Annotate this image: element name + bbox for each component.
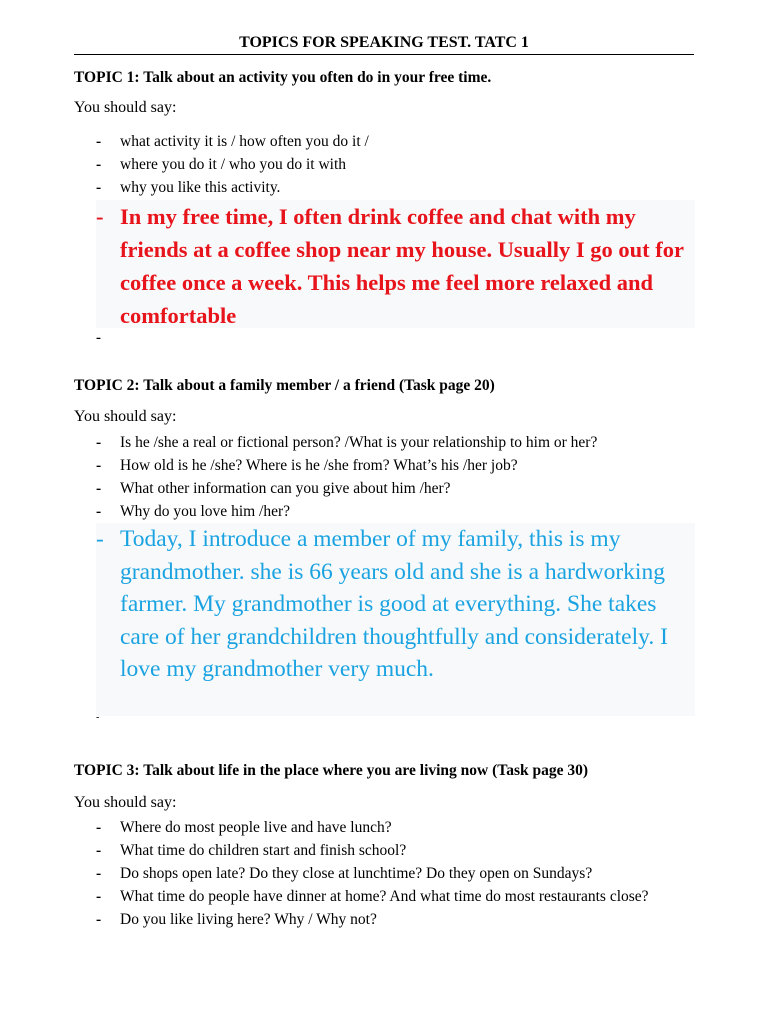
topic-3-prompt-list: [94, 816, 694, 931]
list-item: - Do shops open late? Do they close at lunchtime? Do they open on Sundays?: [94, 862, 694, 885]
list-item: - Is he /she a real or fictional person? /What is your relationship to him or her?: [94, 431, 694, 454]
list-item: - What time do children start and finish school?: [94, 839, 694, 862]
topic-1-should-say: You should say:: [74, 99, 177, 116]
topic-2-heading: TOPIC 2: Talk about a family member / a friend (Task page 20): [74, 377, 495, 394]
page-title: TOPICS FOR SPEAKING TEST. TATC 1: [74, 34, 694, 55]
list-item: - What time do people have dinner at home? And what time do most restaurants close?: [94, 885, 694, 908]
list-item: - Why do you love him /her?: [94, 500, 694, 523]
list-item: - why you like this activity.: [94, 176, 694, 199]
topic-1-answer-text: In my free time, I often drink coffee and chat with my friends at a coffee shop near my house. Usually I go out for coffee once a week. This helps me feel more relaxed and comfortable: [120, 204, 684, 328]
topic-1-heading: TOPIC 1: Talk about an activity you often do in your free time.: [74, 69, 492, 86]
topic-3-heading: TOPIC 3: Talk about life in the place where you are living now (Task page 30): [74, 762, 589, 779]
topic-2-answer: [96, 523, 695, 716]
empty-list-dash: -: [96, 712, 100, 723]
topic-1-answer: [96, 200, 695, 328]
topic-1-prompt-list: [94, 130, 694, 199]
topic-3-should-say: You should say:: [74, 794, 177, 811]
topic-2-answer-text: Today, I introduce a member of my family, this is my grandmother. she is 66 years old and she is a hardworking farmer. My grandmother is good at everything. She takes care of her grandchildren thoughtfully and considerately. I love my grandmother very much.: [120, 526, 668, 683]
list-item: - How old is he /she? Where is he /she from? What’s his /her job?: [94, 454, 694, 477]
list-item: - what activity it is / how often you do it /: [94, 130, 694, 153]
answer-dash: -: [96, 526, 104, 552]
empty-list-dash: -: [96, 330, 101, 346]
list-item: - where you do it / who you do it with: [94, 153, 694, 176]
answer-dash: -: [96, 204, 104, 229]
topic-2-prompt-list: [94, 431, 694, 523]
list-item: - What other information can you give about him /her?: [94, 477, 694, 500]
topic-2-should-say: You should say:: [74, 408, 177, 425]
list-item: - Do you like living here? Why / Why not?: [94, 908, 694, 931]
list-item: - Where do most people live and have lunch?: [94, 816, 694, 839]
